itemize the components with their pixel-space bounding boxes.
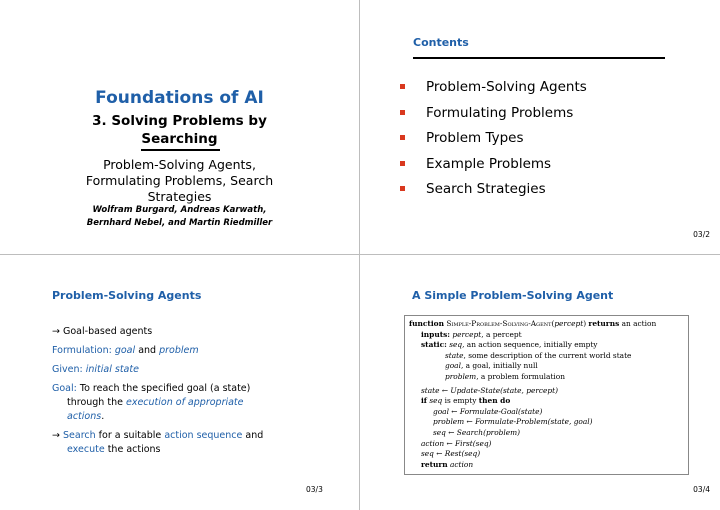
slide-problem-solving-agents [0, 255, 359, 510]
goal-text-2: through the [67, 397, 123, 408]
formulation-goal: goal [114, 345, 136, 356]
algo-line [409, 460, 684, 471]
algo-line: problem ← Formulate-Problem(state, goal) [433, 417, 593, 427]
algo-text: , some description of the current world state [463, 350, 632, 360]
algo-line: state ← Update-State(state, percept) [421, 385, 558, 395]
contents-item-label: Example Problems [426, 155, 552, 172]
square-bullet-icon [400, 186, 405, 191]
algo-keyword: if [421, 396, 427, 406]
algo-keyword: inputs [421, 329, 448, 339]
algo-text: , a goal, initially null [460, 361, 538, 371]
given-line [52, 363, 342, 377]
chapter-title-line1: 3. Solving Problems by [92, 113, 267, 129]
chapter-description [0, 157, 359, 205]
algo-line: inputs: percept, a percept [421, 329, 522, 339]
arrow-icon: → [52, 430, 60, 441]
title-rule [141, 149, 220, 151]
contents-list [400, 76, 587, 204]
algo-arg: percept [554, 319, 584, 328]
search-line-2 [52, 443, 342, 457]
goal-based-text: Goal-based agents [63, 326, 153, 337]
contents-heading: Contents [413, 36, 469, 49]
slide-simple-agent [360, 255, 720, 510]
contents-item-label: Search Strategies [426, 181, 546, 197]
algo-keyword: returns [588, 319, 620, 328]
given-value: initial state [85, 364, 139, 375]
algo-text: an action [621, 319, 657, 328]
algo-line: seq ← Search(problem) [433, 427, 521, 437]
authors-line2: Bernhard Nebel, and Martin Riedmiller [86, 218, 273, 228]
algo-text: is empty [444, 396, 477, 406]
deck-title: Foundations of AI [95, 88, 264, 108]
algo-line: seq ← Rest(seq) [421, 449, 481, 459]
contents-item [400, 102, 587, 128]
algo-var: seq [449, 340, 463, 350]
contents-item [400, 153, 587, 179]
contents-item [400, 127, 587, 153]
search-text-2: the actions [107, 444, 161, 455]
algo-var: goal [445, 361, 461, 371]
algo-keyword: static [421, 340, 445, 350]
goal-line-2 [52, 396, 342, 410]
contents-item-label: Problem-Solving Agents [426, 79, 587, 95]
square-bullet-icon [400, 84, 405, 89]
chapter-title-line2: Searching [141, 131, 218, 147]
algo-line: function Simple-Problem-Solving-Agent(percept) returns an action [409, 319, 657, 328]
slide-heading: Problem-Solving Agents [52, 289, 202, 302]
authors [0, 204, 359, 230]
desc-line1: Problem-Solving Agents, [103, 157, 256, 172]
search-and: and [245, 430, 264, 441]
goal-label: Goal: [52, 383, 77, 394]
search-text: for a suitable [98, 430, 162, 441]
algo-var: percept [452, 329, 482, 339]
contents-item-label: Problem Types [426, 130, 524, 146]
execute-word: execute [67, 444, 105, 455]
formulation-label: Formulation: [52, 345, 112, 356]
formulation-line [52, 344, 342, 358]
slide-contents [360, 0, 720, 254]
chapter-title [0, 112, 359, 148]
square-bullet-icon [400, 110, 405, 115]
contents-item-label: Formulating Problems [426, 104, 574, 121]
algo-keyword: return [421, 459, 448, 469]
algo-var: problem [445, 371, 477, 381]
algo-var: seq [429, 396, 443, 406]
square-bullet-icon [400, 161, 405, 166]
algo-line [409, 396, 684, 407]
action-sequence: action sequence [164, 430, 243, 441]
contents-item [400, 178, 587, 204]
algo-text: , a percept [481, 329, 522, 339]
slide-body [52, 325, 342, 457]
algo-line [409, 361, 684, 372]
page-number: 03/2 [693, 230, 710, 239]
algo-line: goal ← Formulate-Goal(state) [433, 406, 543, 416]
contents-item [400, 76, 587, 102]
algo-text: , an action sequence, initially empty [462, 340, 598, 350]
algorithm-box [404, 315, 689, 475]
page-number: 03/3 [306, 485, 323, 494]
goal-text-3b: . [101, 411, 105, 422]
given-label: Given: [52, 364, 83, 375]
authors-line1: Wolfram Burgard, Andreas Karwath, [92, 205, 267, 215]
search-word: Search [63, 430, 96, 441]
arrow-icon: → [52, 326, 60, 337]
goal-line [52, 382, 342, 396]
algo-line [409, 372, 684, 383]
square-bullet-icon [400, 135, 405, 140]
formulation-and: and [138, 345, 157, 356]
page-number: 03/4 [693, 485, 710, 494]
algo-var: state [445, 350, 464, 360]
goal-line-3 [52, 410, 342, 424]
slide-title [0, 0, 359, 254]
algo-line: static: seq, an action sequence, initially empty [421, 340, 598, 350]
algo-text: , a problem formulation [476, 371, 565, 381]
desc-line3: Strategies [147, 189, 212, 204]
algo-line: action ← First(seq) [421, 438, 492, 448]
algo-keyword: function [409, 319, 444, 328]
goal-based-line [52, 325, 342, 339]
desc-line2: Formulating Problems, Search [85, 173, 274, 188]
algo-line [409, 351, 684, 362]
goal-text-3: actions [67, 411, 102, 422]
algo-keyword: then do [478, 396, 511, 406]
goal-text: To reach the specified goal (a state) [79, 383, 251, 394]
slide-heading: A Simple Problem-Solving Agent [412, 289, 614, 302]
algo-function-name: Simple-Problem-Solving-Agent [446, 319, 552, 328]
formulation-problem: problem [159, 345, 199, 356]
algo-var: action [450, 459, 474, 469]
goal-text-2b: execution of appropriate [125, 397, 244, 408]
search-line [52, 429, 342, 443]
contents-rule [413, 57, 665, 59]
